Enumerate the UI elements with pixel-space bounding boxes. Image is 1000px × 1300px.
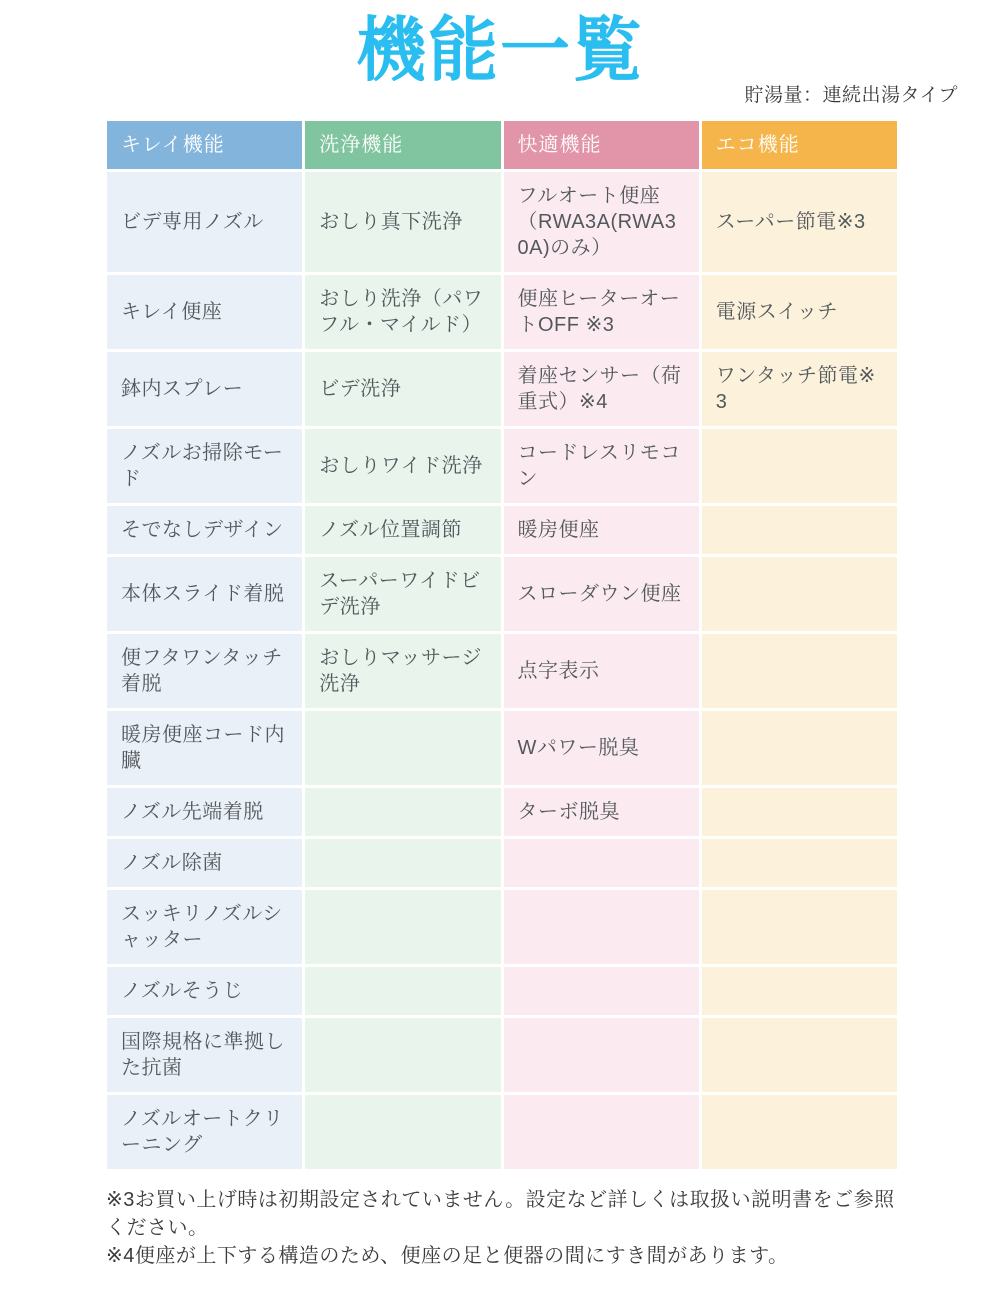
table-cell: スーパー節電※3 [702,172,897,272]
table-cell [702,634,897,708]
footnote: ※3お買い上げ時は初期設定されていません。設定など詳しくは取扱い説明書をご参照ください。 [106,1189,895,1239]
table-cell [305,1018,500,1092]
table-cell [305,711,500,785]
table-row [107,1018,897,1092]
table-cell [305,1095,500,1169]
table-cell [305,788,500,836]
table-row [107,967,897,1015]
table-cell [504,890,699,964]
table-cell: そでなしデザイン [107,506,302,554]
table-cell: フルオート便座（RWA3A(RWA30A)のみ） [504,172,699,272]
table-cell: 鉢内スプレー [107,352,302,426]
table-cell [702,1018,897,1092]
table-cell: 点字表示 [504,634,699,708]
header-row [107,121,897,169]
table-cell: ノズル位置調節 [305,506,500,554]
table-row [107,634,897,708]
table-cell [504,1018,699,1092]
table-cell: おしり真下洗浄 [305,172,500,272]
table-cell [504,839,699,887]
table-cell: 暖房便座 [504,506,699,554]
table-cell: 国際規格に準拠した抗菌 [107,1018,302,1092]
table-cell [702,890,897,964]
table-cell: ビデ専用ノズル [107,172,302,272]
table-cell: おしりワイド洗浄 [305,429,500,503]
table-cell: スローダウン便座 [504,557,699,631]
table-row [107,172,897,272]
table-cell [702,1095,897,1169]
table-cell [702,506,897,554]
table-cell [702,429,897,503]
table-cell: おしり洗浄（パワフル・マイルド） [305,275,500,349]
table-row [107,711,897,785]
table-cell: ノズルお掃除モード [107,429,302,503]
tank-type-subtitle: 貯湯量：連続出湯タイプ [744,85,958,106]
table-cell: ワンタッチ節電※3 [702,352,897,426]
table-row [107,557,897,631]
table-cell: 着座センサー（荷重式）※4 [504,352,699,426]
table-row [107,275,897,349]
table-row [107,429,897,503]
table-row [107,890,897,964]
table-cell: キレイ便座 [107,275,302,349]
table-cell: ターボ脱臭 [504,788,699,836]
table-cell: Wパワー脱臭 [504,711,699,785]
table-cell: おしりマッサージ洗浄 [305,634,500,708]
page-title: 機能一覧 [356,11,644,89]
table-cell [702,967,897,1015]
table-row [107,506,897,554]
table-cell [702,557,897,631]
table-cell: 便フタワンタッチ着脱 [107,634,302,708]
footnotes [106,1186,912,1270]
header-cell-col1: キレイ機能 [107,121,302,169]
table-cell [305,967,500,1015]
footnote: ※4便座が上下する構造のため、便座の足と便器の間にすき間があります。 [106,1245,789,1267]
table-cell: コードレスリモコン [504,429,699,503]
table-row [107,352,897,426]
table-cell [702,711,897,785]
table-cell [702,839,897,887]
feature-table-header [107,121,897,169]
table-cell: スーパーワイドビデ洗浄 [305,557,500,631]
table-cell [305,839,500,887]
table-cell: ノズルオートクリーニング [107,1095,302,1169]
table-cell: ビデ洗浄 [305,352,500,426]
table-cell: 暖房便座コード内臓 [107,711,302,785]
table-cell: 電源スイッチ [702,275,897,349]
table-cell: ノズル先端着脱 [107,788,302,836]
table-cell [504,1095,699,1169]
table-row [107,788,897,836]
table-row [107,839,897,887]
table-cell: スッキリノズルシャッター [107,890,302,964]
table-cell [702,788,897,836]
table-cell [504,967,699,1015]
header-cell-col3: 快適機能 [504,121,699,169]
feature-table-body [107,172,897,1169]
table-cell [305,890,500,964]
feature-table [104,118,900,1172]
header-cell-col4: エコ機能 [702,121,897,169]
table-cell: ノズル除菌 [107,839,302,887]
table-cell: 便座ヒーターオートOFF ※3 [504,275,699,349]
table-row [107,1095,897,1169]
table-cell: 本体スライド着脱 [107,557,302,631]
table-cell: ノズルそうじ [107,967,302,1015]
header-cell-col2: 洗浄機能 [305,121,500,169]
